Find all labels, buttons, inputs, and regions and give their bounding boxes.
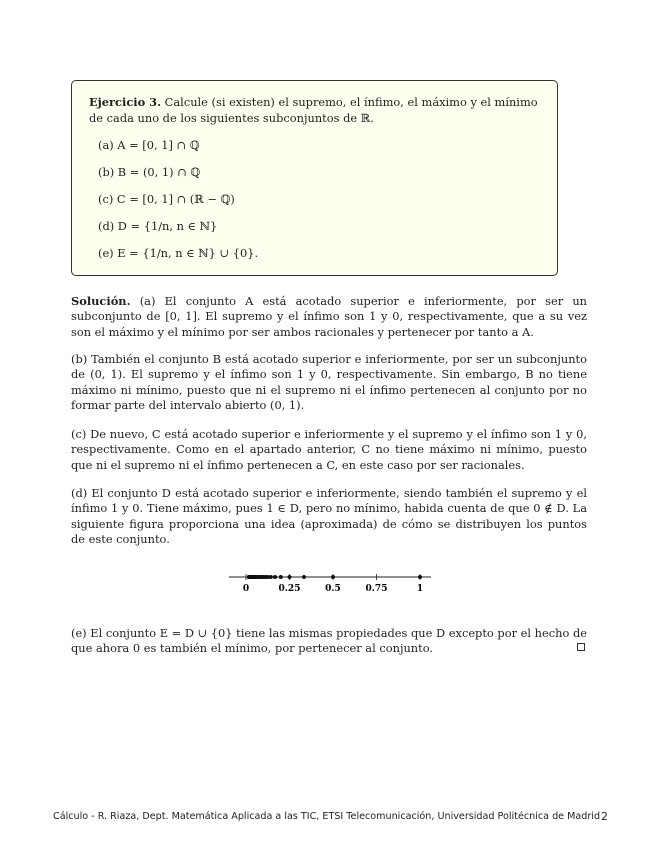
exercise-intro [89,95,542,126]
set-point [247,575,251,579]
tick-label: 0.75 [365,584,388,594]
set-point [302,575,306,579]
set-point [331,575,335,579]
exercise-heading: Ejercicio 3. [89,95,162,109]
set-point [279,575,283,579]
exercise-item-b: (b) B = (0, 1) ∩ ℚ [98,165,201,179]
exercise-item-a: (a) A = [0, 1] ∩ ℚ [98,138,200,152]
exercise-box [71,80,558,276]
footer-text: Cálculo - R. Riaza, Dept. Matemática Aplicada a las TIC, ETSI Telecomunicación, Universidad Politécnica de Madrid [53,811,601,822]
set-point [418,575,422,579]
set-point [273,575,277,579]
exercise-text: Calcule (si existen) el supremo, el ínfimo, el máximo y el mínimo de cada uno de los siguientes subconjuntos de ℝ. [89,95,538,125]
tick-label: 0.25 [278,584,301,594]
qed-square-icon [577,643,585,651]
set-point [288,575,292,579]
solution-part-a [71,294,587,340]
tick-label: 0 [242,584,250,594]
number-line-figure [225,568,435,598]
solution-part-e: (e) El conjunto E = D ∪ {0} tiene las mismas propiedades que D excepto por el hecho de que ahora 0 es también el mínimo, por pertenecer al conjunto. [71,626,587,656]
solution-a-text: (a) El conjunto A está acotado superior e inferiormente, por ser un subconjunto de [0, 1]. El supremo y el ínfimo son 1 y 0, respectivamente, que a su vez son el máximo y el mínimo por ser ambos racionales y pertenecer por tanto a A. [71,294,587,339]
solution-part-c: (c) De nuevo, C está acotado superior e inferiormente y el supremo y el ínfimo son 1 y 0, respectivamente. Como en el apartado anterior, C no tiene máximo ni mínimo, puesto que ni el supremo ni el ínfimo pertenecen a C, en este caso por ser racionales. [71,427,587,472]
tick-label: 0.5 [325,584,341,594]
solution-part-d: (d) El conjunto D está acotado superior e inferiormente, siendo también el supremo y el ínfimo 1 y 0. Tiene máximo, pues 1 ∈ D, pero no mínimo, habida cuenta de que 0 ∉ D. La siguiente figura proporciona una idea (aproximada) de cómo se distribuyen los puntos de este conjunto. [71,486,587,546]
solution-part-b: (b) También el conjunto B está acotado superior e inferiormente, por ser un subconjunto de (0, 1). El supremo y el ínfimo son 1 y 0, respectivamente. Sin embargo, B no tiene máximo ni mínimo, puesto que ni el supremo ni el ínfimo pertenecen al conjunto por no formar parte del intervalo abierto (0, 1). [71,352,587,412]
page-number: 2 [601,810,608,823]
solution-heading: Solución. [71,294,131,308]
exercise-item-c: (c) C = [0, 1] ∩ (ℝ − ℚ) [98,192,235,206]
tick-label: 1 [416,584,424,594]
exercise-item-e: (e) E = {1/n, n ∈ ℕ} ∪ {0}. [98,246,259,260]
exercise-item-d: (d) D = {1/n, n ∈ ℕ} [98,219,218,233]
